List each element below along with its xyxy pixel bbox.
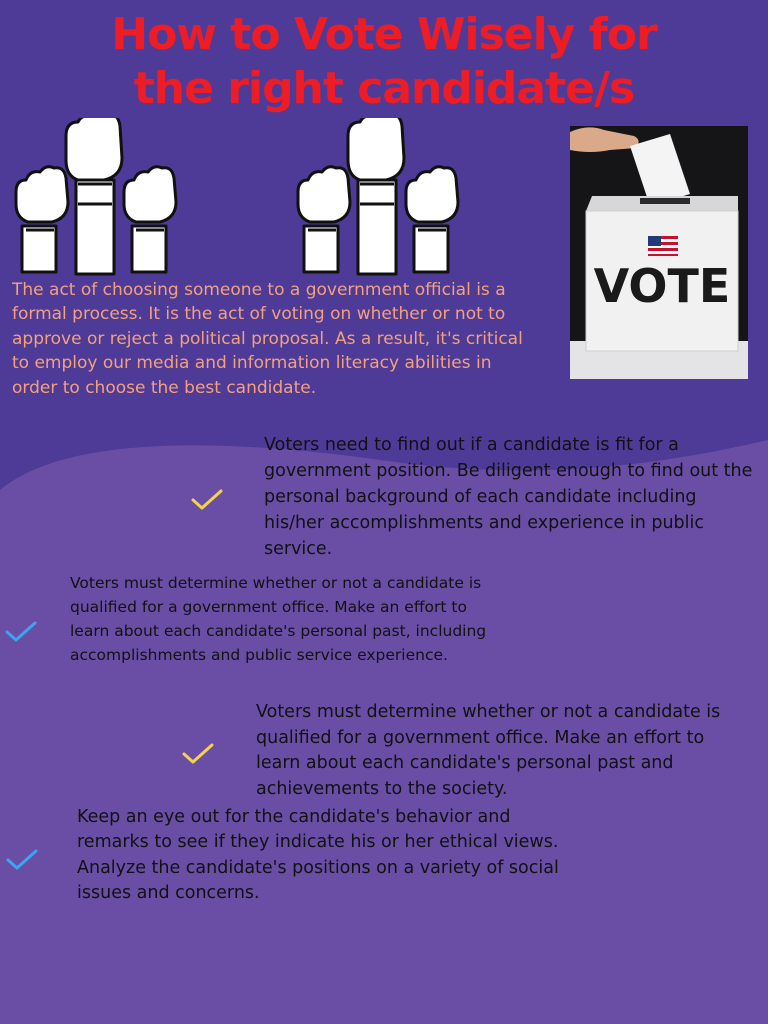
title-line-2: the right candidate/s: [133, 63, 635, 114]
title-line-1: How to Vote Wisely for: [111, 9, 657, 60]
ballot-box-photo: [570, 126, 748, 379]
tip-item: Voters must determine whether or not a candidate is qualified for a government office. Make an effort to learn about each candidate's personal past, including accomplishments and public service experience.: [70, 574, 487, 664]
tip-item: Voters need to find out if a candidate is fit for a government position. Be diligent enough to find out the personal background of each candidate including his/her accomplishments and experience in public service.: [264, 435, 753, 559]
ballot-box-label: VOTE: [593, 259, 731, 313]
checkmark-icon: [190, 486, 224, 512]
tip-item: Keep an eye out for the candidate's behavior and remarks to see if they indicate his or her ethical views. Analyze the candidate's positions on a variety of social issues and concerns.: [77, 807, 559, 904]
page-title: [0, 8, 768, 116]
checkmark-icon: [5, 846, 39, 872]
tip-item: Voters must determine whether or not a candidate is qualified for a government office. Make an effort to learn about each candidate's personal past and achievements to the society.: [256, 702, 721, 799]
checkmark-icon: [4, 618, 38, 644]
intro-paragraph: The act of choosing someone to a government official is a formal process. It is the act of voting on whether or not to approve or reject a political proposal. As a result, it's critical to employ our media and information literacy abilities in order to choose the best candidate.: [12, 280, 523, 398]
raised-fists-icon: [292, 118, 462, 276]
checkmark-icon: [181, 740, 215, 766]
raised-fists-icon: [10, 118, 180, 276]
